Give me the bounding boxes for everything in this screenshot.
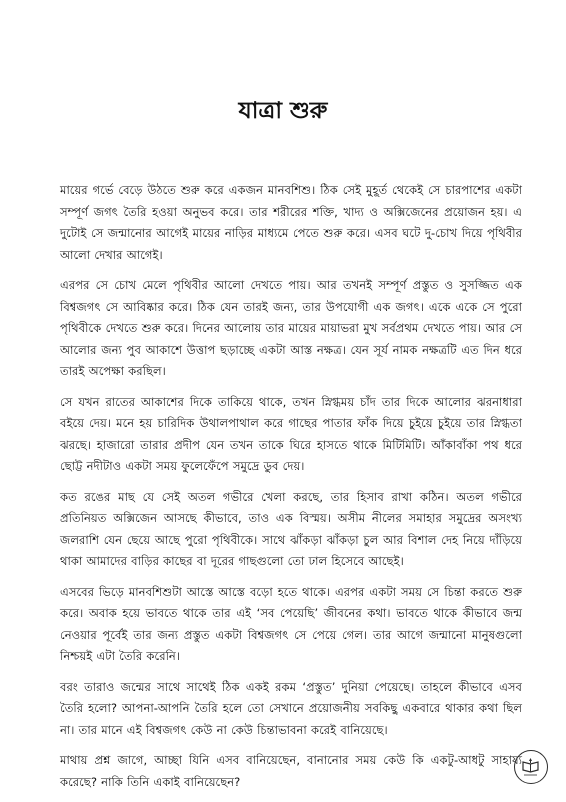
paragraph-7: মাথায় প্রশ্ন জাগে, আচ্ছা যিনি এসব বানিয়েছেন, বানানোর সময় কেউ কি একটু-আধটু সাহায্য করেছে? নাকি তিনি একাই বানিয়েছেন?: [60, 753, 522, 789]
paragraph-5: এসবের ভিড়ে মানবশিশুটা আস্তে আস্তে বড়ো হতে থাকে। এরপর একটা সময় সে চিন্তা করতে শুরু করে। অবাক হয়ে ভাবতে থাকে তার এই ‘সব পেয়েছি’ জীবনের কথা। ভাবতে থাকে কীভাবে জন্ম নেওয়ার পূর্বেই তার জন্য প্রস্তুত একটা বিশ্বজগৎ সে পেয়ে গেল। তার আগে জন্মানো মানুষগুলো নিশ্চয়ই এটা তৈরি করেনি।: [60, 584, 522, 663]
paragraph-1: মায়ের গর্ভে বেড়ে উঠতে শুরু করে একজন মানবশিশু। ঠিক সেই মুহূর্ত থেকেই সে চারপাশের একটা সম্পূর্ণ জগৎ তৈরি হওয়া অনুভব করে। তার শরীরের শক্তি, খাদ্য ও অক্সিজেনের প্রয়োজন হয়। এ দুটোই সে জন্মানোর আগেই মায়ের নাড়ির মাধ্যমে পেতে শুরু করে। এসব ঘটে দু-চোখ দিয়ে পৃথিবীর আলো দেখার আগেই।: [60, 183, 522, 262]
paragraph-4: কত রঙের মাছ যে সেই অতল গভীরে খেলা করছে, তার হিসাব রাখা কঠিন। অতল গভীরে প্রতিনিয়ত অক্সিজেন আসছে কীভাবে, তাও এক বিস্ময়। অসীম নীলের সমাহার সমুদ্রের অসংখ্য জলরাশি যেন ছেয়ে আছে পুরো পৃথিবীকে। সাথে ঝাঁকড়া ঝাঁকড়া চুল আর বিশাল দেহ নিয়ে দাঁড়িয়ে থাকা আমাদের বাড়ির কাছের বা দূরের গাছগুলো তো ঢাল হিসেবে আছেই।: [60, 489, 522, 568]
book-seal-graphic: [515, 751, 546, 782]
page-title: যাত্রা শুরু: [238, 98, 328, 124]
paragraph-2: এরপর সে চোখ মেলে পৃথিবীর আলো দেখতে পায়। আর তখনই সম্পূর্ণ প্রস্তুত ও সুসজ্জিত এক বিশ্বজগৎ সে আবিষ্কার করে। ঠিক যেন তারই জন্য, তার উপযোগী এক জগৎ। একে একে সে পুরো পৃথিবীকে দেখতে শুরু করে। দিনের আলোয় তার মায়ের মায়াভরা মুখ সর্বপ্রথম দেখতে পায়। আর সে আলোর জন্য পুব আকাশে উত্তাপ ছড়াচ্ছে একটা আস্ত নক্ষত্র। যেন সূর্য নামক নক্ষত্রটি এত দিন ধরে তারই অপেক্ষা করছিল।: [60, 278, 522, 378]
book-seal-icon: [514, 750, 548, 784]
paragraph-3: সে যখন রাতের আকাশের দিকে তাকিয়ে থাকে, তখন স্নিগ্ধময় চাঁদ তার দিকে আলোর ঝরনাধারা বইয়ে দেয়। মনে হয় চারিদিক উথালপাথাল করে গাছের পাতার ফাঁক দিয়ে চুইয়ে চুইয়ে তার স্নিগ্ধতা ঝরছে। হাজারো তারার প্রদীপ যেন তখন তাকে ঘিরে হাসতে থাকে মিটিমিটি। আঁকাবাঁকা পথ ধরে ছোট্ট নদীটাও একটা সময় ফুলেফেঁপে সমুদ্রে ডুব দেয়।: [60, 394, 522, 473]
body-text: [60, 180, 522, 802]
paragraph-6: বরং তারাও জন্মের সাথে সাথেই ঠিক একই রকম ‘প্রস্তুত’ দুনিয়া পেয়েছে। তাহলে কীভাবে এসব তৈরি হলো? আপনা-আপনি তৈরি হলে তো সেখানে প্রয়োজনীয় সবকিছু একবারে থাকার কথা ছিল না। তার মানে এই বিশ্বজগৎ কেউ না কেউ চিন্তাভাবনা করেই বানিয়েছে।: [60, 679, 522, 737]
